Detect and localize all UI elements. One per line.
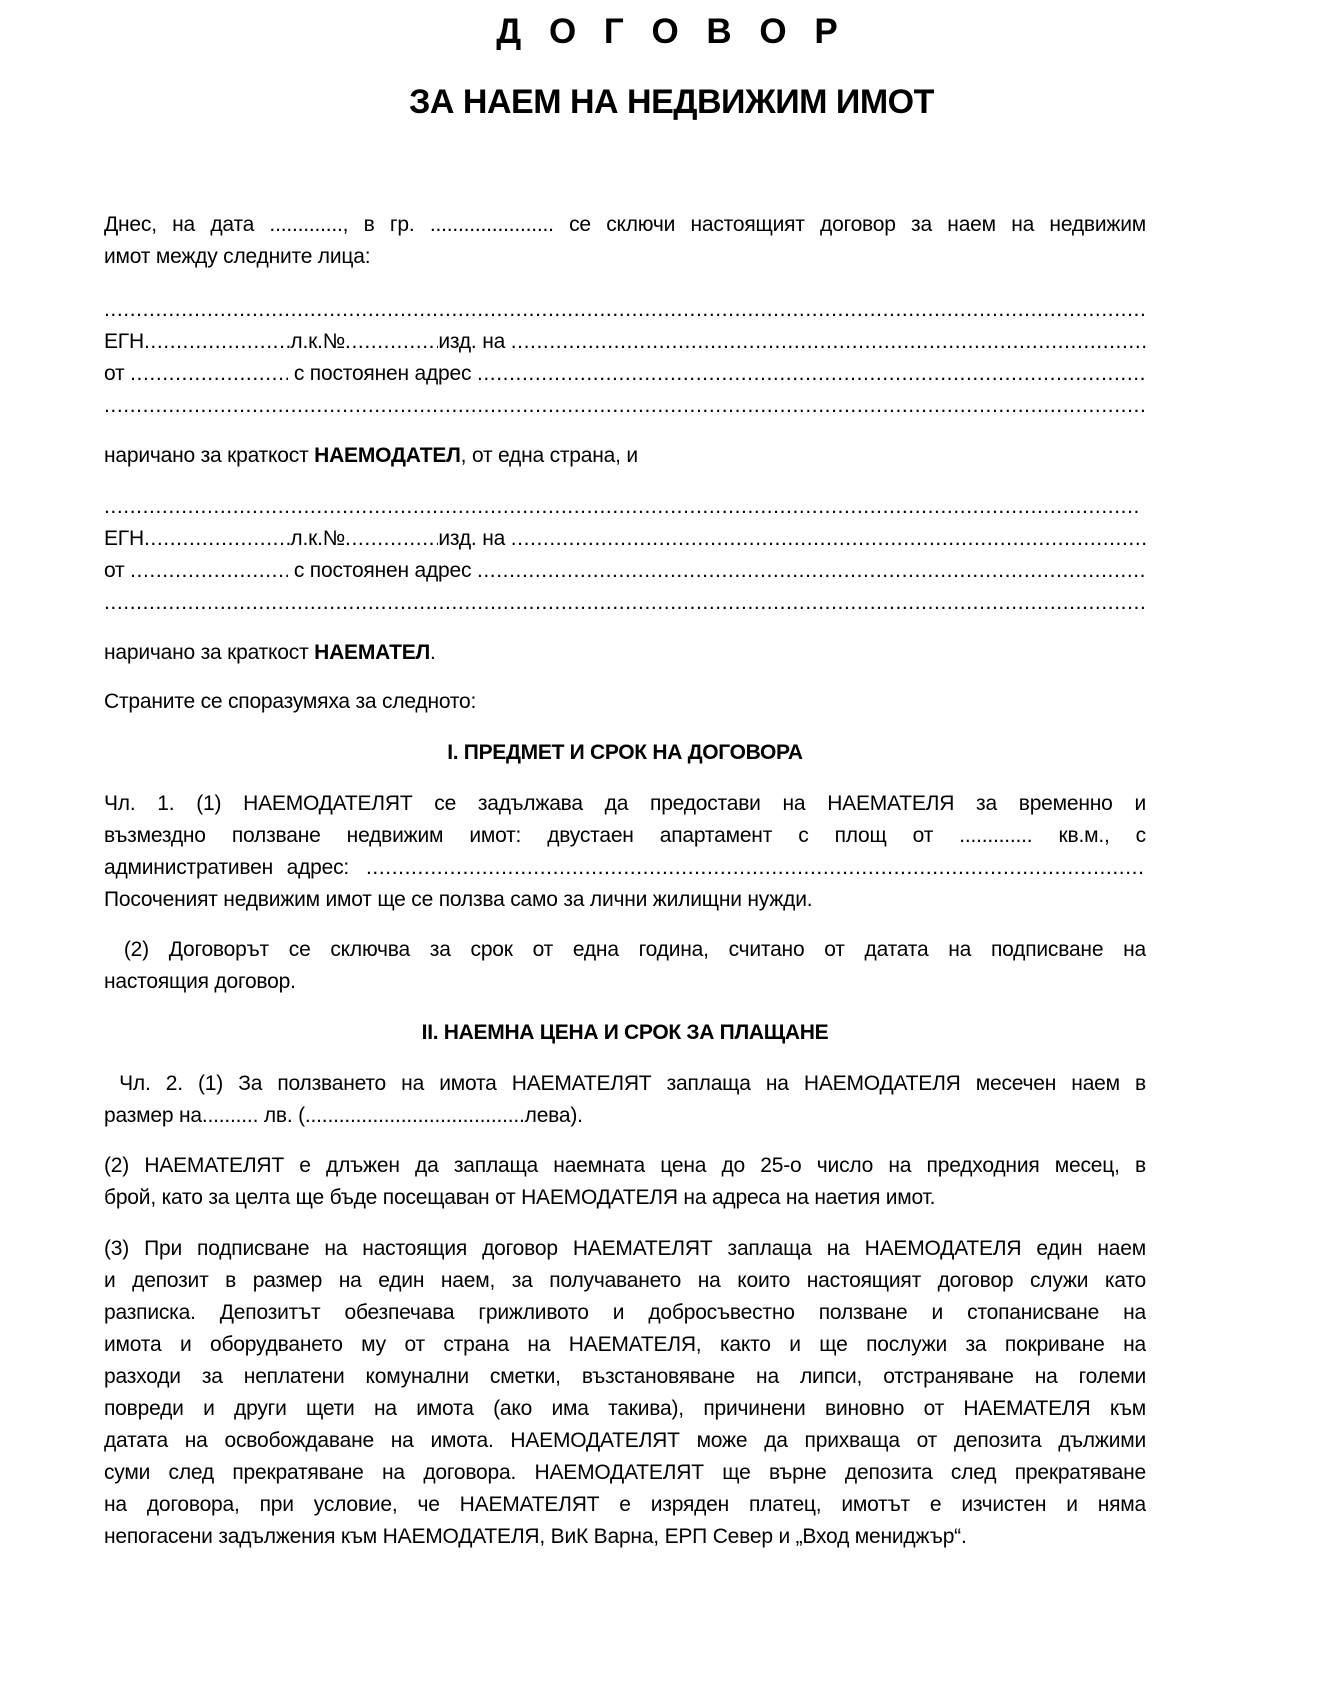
tenant-address-label: с постоянен адрес bbox=[293, 559, 472, 582]
landlord-name-dots bbox=[104, 294, 1146, 326]
landlord-address-blank-2[interactable] bbox=[104, 390, 1146, 422]
intro-line-1: Днес, на дата ............., в гр. ...................... се сключи настоящият договор за наем на недвижим bbox=[104, 213, 1146, 236]
landlord-id-line bbox=[104, 326, 1146, 358]
landlord-name-blank[interactable] bbox=[104, 294, 1146, 326]
landlord-egn-label: ЕГН bbox=[104, 330, 144, 353]
document-title: Д О Г О В О Р bbox=[496, 12, 847, 51]
article-2-3-line-3: разписка. Депозитът обезпечава грижливото и добросъвестно ползване и стопанисване на bbox=[104, 1301, 1146, 1324]
article-1-line-4: Посоченият недвижим имот ще се ползва само за лични жилищни нужди. bbox=[104, 888, 813, 911]
landlord-address-blank[interactable] bbox=[477, 358, 1146, 390]
article-2-3-line-5: разходи за неплатени комунални сметки, възстановяване на липси, отстраняване на големи bbox=[104, 1365, 1146, 1388]
agreement-intro bbox=[104, 686, 1146, 718]
tenant-egn-label: ЕГН bbox=[104, 527, 144, 550]
article-2-line-2: размер на.......... лв. (.......................................лева). bbox=[104, 1104, 583, 1127]
article-2-line-1: Чл. 2. (1) За ползването на имота НАЕМАТЕЛЯТ заплаща на НАЕМОДАТЕЛЯ месечен наем в bbox=[104, 1072, 1146, 1095]
intro-line-2: имот между следните лица: bbox=[104, 245, 371, 268]
landlord-id-blank[interactable] bbox=[345, 326, 438, 358]
agreement-intro-text: Страните се споразумяха за следното: bbox=[104, 690, 477, 713]
article-2-2-line-2: брой, като за целта ще бъде посещаван от НАЕМОДАТЕЛЯ на адреса на наетия имот. bbox=[104, 1186, 936, 1209]
tenant-designation-suffix: . bbox=[430, 641, 436, 664]
article-2-3-line-7: датата на освобождаване на имота. НАЕМОДАТЕЛЯТ може да прихваща от депозита дължими bbox=[104, 1429, 1146, 1452]
landlord-id-label: л.к.№ bbox=[290, 330, 346, 353]
tenant-from-blank[interactable] bbox=[130, 555, 288, 587]
tenant-designation-term: НАЕМАТЕЛ bbox=[314, 641, 431, 664]
section-2-heading: II. НАЕМНА ЦЕНА И СРОК ЗА ПЛАЩАНЕ bbox=[421, 1021, 829, 1044]
article-2-3-line-1: (3) При подписване на настоящия договор НАЕМАТЕЛЯТ заплаща на НАЕМОДАТЕЛЯ един наем bbox=[104, 1237, 1146, 1260]
landlord-from-label: от bbox=[104, 362, 125, 385]
article-1-address-line bbox=[104, 852, 1146, 884]
intro-paragraph bbox=[104, 209, 1146, 273]
tenant-egn-blank[interactable] bbox=[144, 523, 290, 555]
tenant-id-label: л.к.№ bbox=[290, 527, 346, 550]
section-1-heading: I. ПРЕДМЕТ И СРОК НА ДОГОВОРА bbox=[447, 741, 803, 764]
tenant-address-line bbox=[104, 555, 1146, 587]
landlord-designation-prefix: наричано за краткост bbox=[104, 444, 315, 467]
tenant-issued-label: изд. на bbox=[438, 527, 506, 550]
article-1-address-label: административен адрес: bbox=[104, 856, 350, 879]
landlord-address-label: с постоянен адрес bbox=[293, 362, 472, 385]
tenant-name-dots bbox=[104, 491, 1140, 523]
article-1-address-blank[interactable] bbox=[366, 852, 1146, 884]
landlord-designation bbox=[104, 440, 1146, 472]
article-1-2-line-1: (2) Договорът се сключва за срок от една година, считано от датата на подписване на bbox=[104, 938, 1146, 961]
tenant-address-dots bbox=[104, 587, 1146, 619]
article-2-3-line-9: на договора, при условие, че НАЕМАТЕЛЯТ е изряден платец, имотът е изчистен и няма bbox=[104, 1493, 1146, 1516]
tenant-issued-blank[interactable] bbox=[511, 523, 1146, 555]
document-subtitle: ЗА НАЕМ НА НЕДВИЖИМ ИМОТ bbox=[409, 83, 934, 121]
article-2-paragraph-2 bbox=[104, 1150, 1146, 1214]
landlord-designation-suffix: , от една страна, и bbox=[460, 444, 638, 467]
article-2-3-line-10: непогасени задължения към НАЕМОДАТЕЛЯ, ВиК Варна, ЕРП Север и „Вход мениджър“. bbox=[104, 1525, 967, 1548]
landlord-address-line bbox=[104, 358, 1146, 390]
landlord-issued-label: изд. на bbox=[438, 330, 506, 353]
article-2-2-line-1: (2) НАЕМАТЕЛЯТ е длъжен да заплаща наемната цена до 25-о число на предходния месец, в bbox=[104, 1154, 1146, 1177]
tenant-id-blank[interactable] bbox=[345, 523, 438, 555]
article-1-paragraph-2 bbox=[104, 934, 1146, 998]
tenant-designation-prefix: наричано за краткост bbox=[104, 641, 315, 664]
article-1-line-2: възмездно ползване недвижим имот: двустаен апартамент с площ от ............. кв.м., с bbox=[104, 824, 1146, 847]
article-2-paragraph-3 bbox=[104, 1233, 1146, 1553]
tenant-designation bbox=[104, 637, 1146, 669]
article-2-paragraph-1 bbox=[104, 1068, 1146, 1132]
article-2-3-line-8: суми след прекратяване на договора. НАЕМОДАТЕЛЯТ ще върне депозита след прекратяване bbox=[104, 1461, 1146, 1484]
landlord-from-blank[interactable] bbox=[130, 358, 288, 390]
landlord-designation-term: НАЕМОДАТЕЛ bbox=[314, 444, 461, 467]
landlord-address-dots bbox=[104, 390, 1146, 422]
tenant-address-blank-2[interactable] bbox=[104, 587, 1146, 619]
tenant-from-label: от bbox=[104, 559, 125, 582]
article-1-paragraph-1 bbox=[104, 788, 1146, 916]
tenant-name-blank[interactable] bbox=[104, 491, 1140, 523]
landlord-egn-blank[interactable] bbox=[144, 326, 290, 358]
landlord-issued-blank[interactable] bbox=[511, 326, 1146, 358]
article-1-2-line-2: настоящия договор. bbox=[104, 970, 296, 993]
tenant-id-line bbox=[104, 523, 1146, 555]
article-1-line-1: Чл. 1. (1) НАЕМОДАТЕЛЯТ се задължава да предостави на НАЕМАТЕЛЯ за временно и bbox=[104, 792, 1146, 815]
article-2-3-line-4: имота и оборудването му от страна на НАЕМАТЕЛЯ, както и ще послужи за покриване на bbox=[104, 1333, 1146, 1356]
article-2-3-line-2: и депозит в размер на един наем, за получаването на които настоящият договор служи като bbox=[104, 1269, 1146, 1292]
article-2-3-line-6: повреди и други щети на имота (ако има такива), причинени виновно от НАЕМАТЕЛЯ към bbox=[104, 1397, 1146, 1420]
tenant-address-blank[interactable] bbox=[477, 555, 1146, 587]
